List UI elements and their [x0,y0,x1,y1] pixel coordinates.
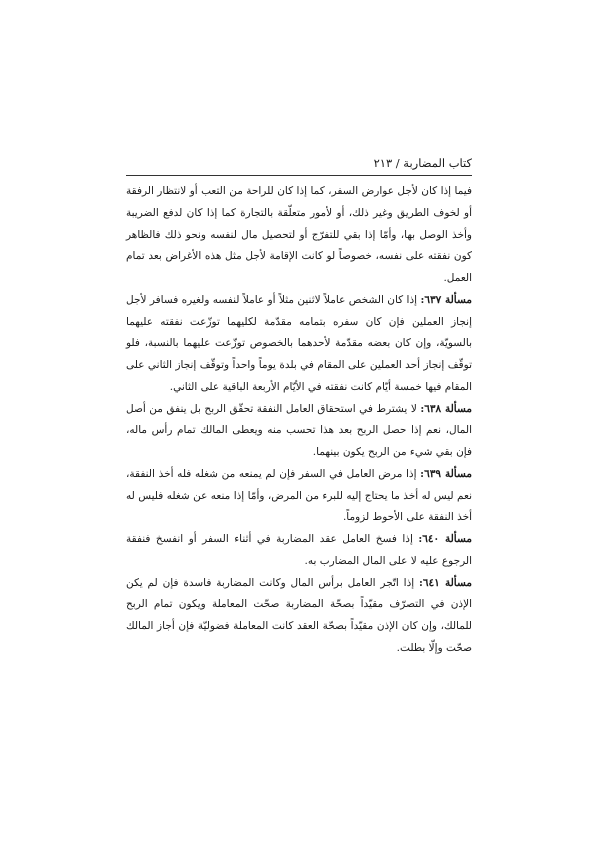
paragraph-text: إذا اتّجر العامل برأس المال وكانت المضاربة فاسدة فإن لم يكن الإذن في التصرّف مقيّداً بصحّة المضاربة صحّت المعاملة ويكون تمام الربح للمالك، وإن كان الإذن مقيّداً بصحّة العقد كانت المعاملة فضوليّة فإن أجاز المالك صحّت وإلّا بطلت. [126,576,472,654]
paragraph-continuation [126,181,472,290]
issue-641 [126,573,472,660]
issue-label: مسألة ٦٣٧: [420,293,472,306]
paragraph-text: إذا كان الشخص عاملاً لاثنين مثلاً أو عاملاً لنفسه ولغيره فسافر لأجل إنجاز العملين فإن كان سفره بتمامه مقدّمة لكليهما توزّعت نفقته عليهما بالسويّة، وإن كان بعضه مقدّمة لأحدهما بالخصوص توزّعت عليهما بالنسبة، فلو توقّف إنجاز أحد العملين على المقام في بلدة يوماً واحداً وتوقّف إنجاز الثاني على المقام فيها خمسة أيّام كانت نفقته في الأيّام الأربعة الباقية على الثاني. [126,293,472,393]
header-divider [126,175,472,176]
issue-label: مسألة ٦٣٩: [420,467,472,480]
paragraph-text: إذا مرض العامل في السفر فإن لم يمنعه من شغله فله أخذ النفقة، نعم ليس له أخذ ما يحتاج إليه للبرء من المرض، وأمّا إذا منعه عن شغله فليس له أخذ النفقة على الأحوط لزوماً. [126,467,472,524]
running-header: كتاب المضاربة / ٢١٣ [373,156,472,170]
paragraph-text: لا يشترط في استحقاق العامل النفقة تحقّق الربح بل ينفق من أصل المال، نعم إذا حصل الربح بعد هذا تحسب منه ويعطى المالك تمام رأس ماله، فإن بقي شيء من الربح يكون بينهما. [126,402,472,458]
issue-label: مسألة ٦٤١: [419,576,472,589]
issue-label: مسألة ٦٣٨: [420,402,472,415]
issue-638 [126,399,472,464]
issue-639 [126,464,472,529]
issue-637 [126,290,472,399]
main-text [126,181,472,660]
issue-640 [126,529,472,573]
issue-label: مسألة ٦٤٠: [418,533,472,545]
paragraph-text: إذا فسخ العامل عقد المضاربة في أثناء السفر أو انفسخ فنفقة الرجوع عليه لا على المال المضارب به. [126,533,472,567]
paragraph-text: فيما إذا كان لأجل عوارض السفر، كما إذا كان للراحة من التعب أو لانتظار الرفقة أو لخوف الطريق وغير ذلك، أو لأمور متعلّقة بالتجارة كما إذا كان لدفع الضريبة وأخذ الوصل بها، وأمّا إذا بقي للتفرّج أو لتحصيل مال لنفسه ونحو ذلك فالظاهر كون نفقته على نفسه، خصوصاً لو كانت الإقامة لأجل مثل هذه الأغراض بعد تمام العمل. [126,185,472,284]
